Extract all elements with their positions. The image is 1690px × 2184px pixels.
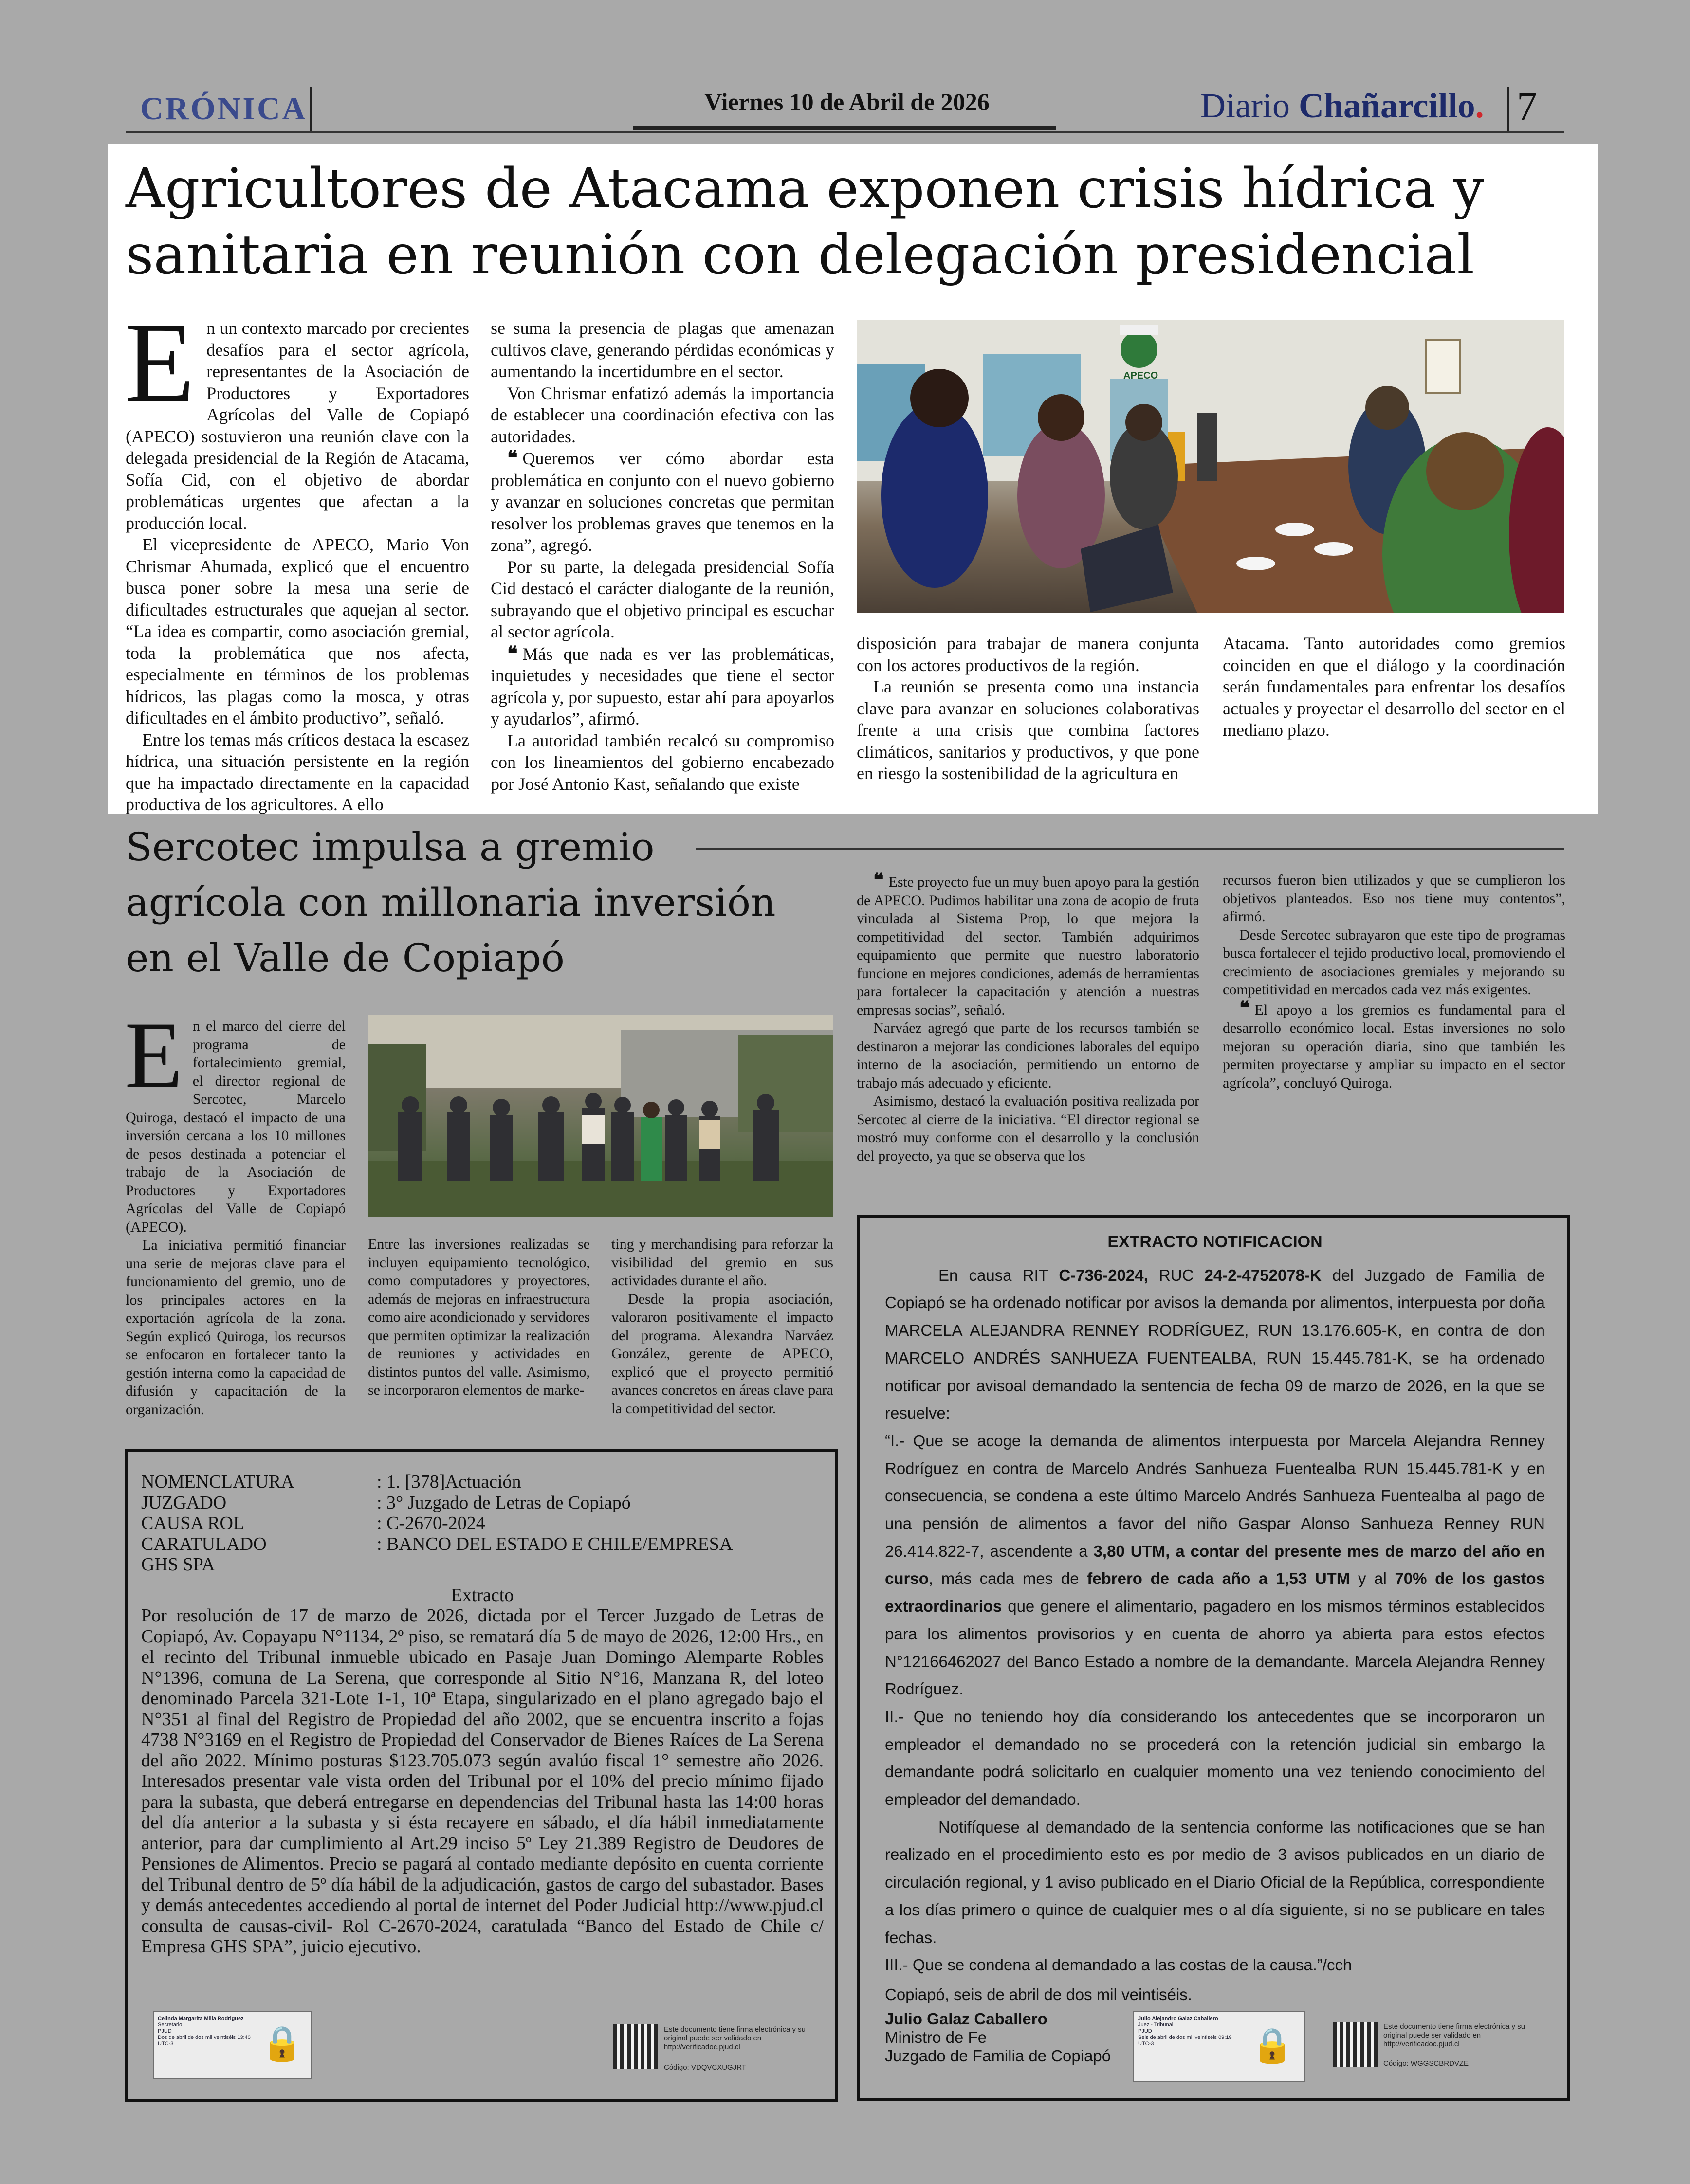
- electronic-signature-stamp: [153, 2011, 312, 2079]
- article2-paragraph: Entre las inversiones realizadas se incluyen equipamiento tecnológico, como computadores y proyectores, además de mejoras en infraestructura como aire acondicionado y servidores que permiten optimizar la realización de reuniones y actividades en distintos puntos del valle. Asimismo, se incorporaron elementos de marke-: [368, 1236, 590, 1398]
- quote-icon: ❝: [1239, 996, 1250, 1019]
- article1-paragraph: El vicepresidente de APECO, Mario Von Chrismar Ahumada, explicó que el encuentro busca poner sobre la mesa una serie de dificultades estructurales que aquejan al sector. “La idea es compartir, como asociación gremial, toda la problemática que nos afecta, especialmente en términos de los problemas hídricos, las plagas como la mosca, y otras dificultades en el ámbito productivo”, señaló.: [126, 535, 469, 728]
- family-notice-place-date: Copiapó, seis de abril de dos mil veintiséis.: [885, 1985, 1192, 2003]
- date-underline: [633, 126, 1056, 130]
- quote-icon: ❝: [873, 869, 884, 892]
- photo-banner-text: APECO: [1123, 370, 1158, 381]
- meeting-photo-illustration: [857, 320, 1564, 613]
- article2-paragraph: Desde Sercotec subrayaron que este tipo de programas busca fortalecer el tejido productivo local, promoviendo el crecimiento de asociaciones gremiales y mejorando su competitividad en mercados cada vez más exigentes.: [1223, 927, 1565, 998]
- article1-paragraph: se suma la presencia de plagas que amenazan cultivos clave, generando pérdidas económicas y aumentando la incertidumbre en el sector.: [491, 318, 834, 381]
- article1-paragraph: Entre los temas más críticos destaca la escasez hídrica, una situación persistente en la región que ha impactado directamente en la capacidad productiva de los agricultores. A ello: [126, 729, 469, 814]
- verification-note: Este documento tiene firma electrónica y su original puede ser validado en http://verificadoc.pjud.cl: [664, 2025, 806, 2051]
- article2-column-3: [611, 1235, 833, 1418]
- masthead: [1200, 86, 1484, 126]
- lock-icon: 🔒: [1251, 2026, 1294, 2064]
- article1-column-3: [857, 633, 1199, 784]
- qr-code-icon: [1333, 2022, 1378, 2067]
- auction-notice-title: Extracto: [451, 1584, 514, 1605]
- article1-headline: Agricultores de Atacama exponen crisis hídrica y sanitaria en reunión con delegación presidencial: [126, 157, 1484, 287]
- notice-field-value: : BANCO DEL ESTADO E CHILE/EMPRESA: [377, 1533, 733, 1554]
- quote-icon: ❝: [507, 641, 518, 665]
- signer-court: Juzgado de Familia de Copiapó: [885, 2046, 1111, 2065]
- masthead-dot: .: [1475, 86, 1484, 125]
- auction-notice: [125, 1449, 838, 2102]
- family-notice-paragraph: “I.- Que se acoge la demanda de alimentos interpuesta por Marcela Alejandra Renney Rodríguez en contra de Marcelo Andrés Sanhueza Fuentealba RUN 15.445.781-K y en consecuencia, se condena a este último Marcelo Andrés Sanhueza Fuentealba al pago de una pensión de alimentos a favor del niño Gaspar Alonso Sanhueza Renney RUN 26.414.822-7, ascendente a 3,80 UTM, a contar del presente mes de marzo del año en curso, más cada mes de febrero de cada año a 1,53 UTM y al 70% de los gastos extraordinarios que genere el alimentario, pagadero en los mismos términos establecidos para los alimentos provisorios y en cuenta de ahorro ya abierta para estos efectos N°12166462027 del Banco Estado a nombre de la demandante. Marcela Alejandra Renney Rodríguez.: [885, 1431, 1545, 1698]
- article2-paragraph: ting y merchandising para reforzar la visibilidad del gremio en sus actividades durante el año.: [611, 1236, 833, 1289]
- article2-paragraph: Desde la propia asociación, valoraron positivamente el impacto del programa. Alexandra Narváez González, gerente de APECO, explicó que el proyecto permitió avances concretos en áreas clave para la competitividad del sector.: [611, 1291, 833, 1417]
- article2-rule: [696, 848, 1564, 850]
- article1-paragraph: La reunión se presenta como una instancia clave para avanzar en soluciones colaborativas frente a una crisis que combina factores climáticos, sanitarios y productivos, y que pone en riesgo la sostenibilidad de la agricultura en: [857, 677, 1199, 783]
- article2-paragraph: La iniciativa permitió financiar una serie de mejoras clave para el funcionamiento del gremio, uno de los principales actores en la exportación agrícola de la zona. Según explicó Quiroga, los recursos se enfocaron en fortalecer tanto la gestión interna como la capacidad de difusión y capacitación de la organización.: [126, 1237, 346, 1418]
- article1-quote: Queremos ver cómo abordar esta problemática en conjunto con el nuevo gobierno y avanzar en soluciones concretas que permitan resolver los problemas graves que tenemos en la zona”, agregó.: [491, 449, 834, 555]
- notice-field-value: : 3° Juzgado de Letras de Copiapó: [377, 1492, 631, 1513]
- masthead-name: Chañarcillo: [1298, 86, 1475, 125]
- notice-field-label: JUZGADO: [141, 1492, 227, 1513]
- notice-field-value: : C-2670-2024: [377, 1513, 485, 1533]
- header-divider: [310, 87, 312, 131]
- article1-paragraph: Por su parte, la delegada presidencial Sofía Cid destacó el carácter dialogante de la reunión, subrayando que el objetivo principal es escuchar al sector agrícola.: [491, 557, 834, 641]
- article1-column-2: [491, 317, 834, 795]
- article1-column-4: [1223, 633, 1565, 741]
- article2-dropcap: E: [125, 1002, 183, 1108]
- notice-field-label: NOMENCLATURA: [141, 1472, 294, 1492]
- article1-column-1: [125, 299, 469, 816]
- notice-field-label: CAUSA ROL: [141, 1513, 245, 1533]
- header-rule: [126, 131, 1564, 133]
- verification-code: Código: VDQVCXUGJRT: [664, 2063, 746, 2072]
- article2-headline: Sercotec impulsa a gremio agrícola con millonaria inversión en el Valle de Copiapó: [126, 824, 776, 981]
- article2-quote: Este proyecto fue un muy buen apoyo para la gestión de APECO. Pudimos habilitar una zona de acopio de fruta vinculada al Sistema Prop, lo que mejora la competitividad del sector. También adquirimos equipamiento que permite que nuestro laboratorio funcione en mejores condiciones, además de herramientas para fortalecer la capacitación y atención a nuestras empresas socias”, señaló.: [857, 874, 1199, 1018]
- family-notice-paragraph: En causa RIT C-736-2024, RUC 24-2-4752078-K del Juzgado de Familia de Copiapó se ha ordenado notificar por avisos la demanda por alimentos, interpuesta por doña MARCELA ALEJANDRA RENNEY RODRÍGUEZ, RUN 13.176.605-K, en contra de don MARCELO ANDRÉS SANHUEZA FUENTEALBA, RUN 15.445.781-K, se ha ordenado notificar por avisoal demandado la sentencia de fecha 09 de marzo de 2026, en la que se resuelve:: [885, 1266, 1545, 1422]
- lock-icon: 🔒: [261, 2024, 304, 2062]
- article2-column-4: [857, 871, 1199, 1165]
- signature-role: Juez - Tribunal: [1138, 2022, 1174, 2028]
- verification-note: Este documento tiene firma electrónica y su original puede ser validado en http://verificadoc.pjud.cl: [1383, 2022, 1525, 2048]
- signature-date: Dos de abril de dos mil veintiséis 13:40 UTC-3: [158, 2035, 251, 2047]
- signature-role: Secretario: [158, 2022, 183, 2028]
- article1-quote: Más que nada es ver las problemáticas, inquietudes y necesidades que tiene el sector agrícola y, por supuesto, estar ahí para apoyarlos y ayudarlos”, afirmó.: [491, 644, 834, 728]
- quote-icon: ❝: [507, 446, 518, 469]
- article1-paragraph: disposición para trabajar de manera conjunta con los actores productivos de la región.: [857, 634, 1199, 675]
- section-label: CRÓNICA: [140, 91, 308, 127]
- signature-name: Julio Alejandro Galaz Caballero: [1138, 2016, 1218, 2021]
- article2-paragraph: recursos fueron bien utilizados y que se cumplieron los objetivos planteados. Eso nos tiene muy contentos”, afirmó.: [1223, 872, 1565, 925]
- article1-paragraph: La autoridad también recalcó su compromiso con los lineamientos del gobierno encabezado por José Antonio Kast, señalando que existe: [491, 730, 834, 794]
- notice-field-label: CARATULADO: [141, 1533, 267, 1554]
- signature-name: Celinda Margarita Milla Rodriguez: [158, 2016, 244, 2021]
- qr-code-icon: [613, 2024, 658, 2069]
- auction-notice-body: Por resolución de 17 de marzo de 2026, dictada por el Tercer Juzgado de Letras de Copiapó, Av. Copayapu N°1134, 2º piso, se rematará día 5 de mayo de 2026, 12:00 Hrs., en el recinto del Tribunal inmueble ubicado en Pasaje Juan Domingo Alemparte Robles N°1396, comuna de La Serena, que corresponde al Sitio N°16, Manzana R, del loteo denominado Parcela 321-Lote 1-1, 10ª Etapa, singularizado en el plano agregado bajo el N°351 al final del Registro de Propiedad del año 2002, que se encuentra inscrito a fojas 4738 N°3169 en el Registro de Propiedad del Conservador de Bienes Raíces de La Serena del año 2022. Mínimo posturas $123.705.073 según avalúo fiscal 1° semestre año 2026. Interesados presentar vale vista orden del Tribunal por el 10% del precio mínimo fijado para la subasta, que deberá entregarse en dependencias del Tribunal hasta las 14:00 horas del día anterior a la subasta y si ésta recayere en sábado, el día hábil inmediatamente anterior, para dar cumplimiento al Art.29 inciso 5º Ley 21.389 Registro de Deudores de Pensiones de Alimentos. Precio se pagará al contado mediante depósito en cuenta corriente del Tribunal dentro de 5º día hábil de la adjudicación, gastos de cargo del subastador. Bases y demás antecedentes accediendo al portal de internet del Poder Judicial http://www.pjud.cl consulta de causas-civil- Rol C-2670-2024, caratulada “Banco del Estado de Chile c/ Empresa GHS SPA”, juicio ejecutivo.: [141, 1605, 824, 1957]
- page-number: 7: [1517, 84, 1537, 129]
- article2-quote: El apoyo a los gremios es fundamental para el desarrollo económico local. Estas inversiones no solo mejoran su operación diaria, sino que también les permiten proyectarse y ampliar su impacto en el sector agrícola”, concluyó Quiroga.: [1223, 1001, 1565, 1091]
- family-notice-paragraph: III.- Que se condena al demandado a las costas de la causa.”/cch: [885, 1956, 1352, 1974]
- article2-photo: [368, 1015, 833, 1217]
- auction-notice-header: [141, 1472, 824, 1554]
- family-notice-title: EXTRACTO NOTIFICACION: [1107, 1233, 1323, 1251]
- article1-paragraph: Von Chrismar enfatizó además la importancia de establecer una coordinación efectiva con las autoridades.: [491, 383, 834, 446]
- masthead-prefix: Diario: [1200, 86, 1299, 125]
- notice-field-continuation: GHS SPA: [141, 1554, 215, 1575]
- issue-date: Viernes 10 de Abril de 2026: [704, 88, 990, 115]
- article2-paragraph: n el marco del cierre del programa de fortalecimiento gremial, el director regional de Sercotec, Marcelo Quiroga, destacó el impacto de una inversión cercana a los 10 millones de pesos destinada a potenciar el trabajo de la Asociación de Productores y Exportadores Agrícolas del Valle de Copiapó (APECO).: [126, 1018, 346, 1235]
- article2-paragraph: Asimismo, destacó la evaluación positiva realizada por Sercotec al cierre de la iniciativa. “El director regional se mostró muy conforme con el desarrollo y la conclusión del proyecto, ya que se observa que los: [857, 1093, 1199, 1164]
- article1-paragraph: Atacama. Tanto autoridades como gremios coinciden en que el diálogo y la coordinación serán fundamentales para enfrentar los desafíos actuales y proyectar el desarrollo del sector en el mediano plazo.: [1223, 634, 1565, 740]
- signer-name: Julio Galaz Caballero: [885, 2009, 1047, 2028]
- signature-date: Seis de abril de dos mil veintiséis 09:19 UTC-3: [1138, 2035, 1232, 2047]
- article1-dropcap: E: [125, 299, 195, 426]
- article1-paragraph: n un contexto marcado por crecientes desafíos para el sector agrícola, representantes de la Asociación de Productores y Exportadores Agrícolas del Valle de Copiapó (APECO) sostuvieron una reunión clave con la delegada presidencial de la Región de Atacama, Sofía Cid, con el objetivo de abordar problemáticas urgentes que afectan a la producción local.: [126, 318, 469, 533]
- signer-role: Ministro de Fe: [885, 2028, 987, 2046]
- family-notice-paragraph: II.- Que no teniendo hoy día considerando los antecedentes que se incorporaron un empleador el demandado no se procederá con la retención judicial sin embargo la demandante podrá solicitarlo en cualquier momento una vez teniendo conocimiento del empleador del demandado.: [885, 1707, 1545, 1809]
- family-court-notice: [857, 1215, 1570, 2101]
- article1-photo: [857, 320, 1564, 613]
- header-divider-right: [1507, 87, 1509, 131]
- family-notice-paragraph: Notifíquese al demandado de la sentencia conforme las notificaciones que se han realizado en el procedimiento esto es por medio de 3 avisos publicados en un diario de circulación regional, y 1 aviso publicado en el Diario Oficial de la República, correspondiente a los días primero o quince de cualquier mes o al día siguiente, si no se publicare en tales fechas.: [885, 1818, 1545, 1947]
- electronic-signature-stamp: [1133, 2011, 1305, 2082]
- article2-column-1: [125, 1002, 346, 1419]
- article2-column-5: [1223, 871, 1565, 1092]
- signature-org: PJUD: [1138, 2028, 1152, 2034]
- article2-paragraph: Narváez agregó que parte de los recursos también se destinaron a mejorar las condiciones laborales del equipo interno de la asociación, permitiendo un entorno de trabajo más adecuado y eficiente.: [857, 1020, 1199, 1091]
- article2-column-2: [368, 1235, 590, 1400]
- notice-field-value: : 1. [378]Actuación: [377, 1472, 521, 1492]
- signature-org: PJUD: [158, 2028, 172, 2034]
- group-photo-illustration: [368, 1015, 833, 1217]
- verification-code: Código: WGGSCBRDVZE: [1383, 2059, 1469, 2068]
